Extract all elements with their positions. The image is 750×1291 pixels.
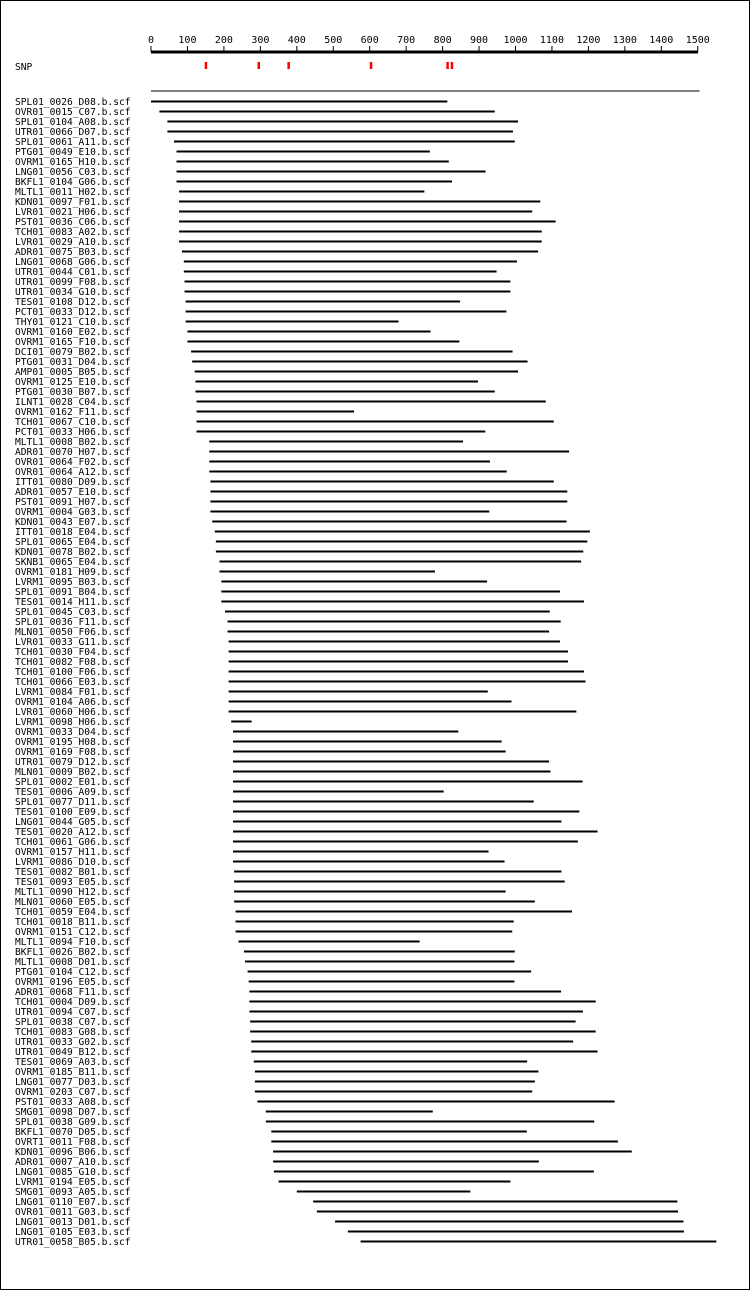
read-label: PST01_0036_C06.b.scf bbox=[15, 217, 131, 228]
read-label: LVR01_0029_A10.b.scf bbox=[15, 237, 131, 248]
read-label: TES01_0100_E09.b.scf bbox=[15, 807, 131, 818]
read-label: TES01_0006_A09.b.scf bbox=[15, 787, 131, 798]
read-label: KDN01_0097_F01.b.scf bbox=[15, 197, 131, 208]
read-label: UTR01_0094_C07.b.scf bbox=[15, 1007, 131, 1018]
read-label: OVRM1_0160_E02.b.scf bbox=[15, 327, 131, 338]
read-label: ILNT1_0028_C04.b.scf bbox=[15, 397, 131, 408]
read-label: PST01_0033_A08.b.scf bbox=[15, 1097, 131, 1108]
read-label: OVRM1_0169_F08.b.scf bbox=[15, 747, 131, 758]
read-label: LNG01_0077_D03.b.scf bbox=[15, 1077, 131, 1088]
read-label: UTR01_0058_B05.b.scf bbox=[15, 1237, 131, 1248]
read-label: SPL01_0002_E01.b.scf bbox=[15, 777, 131, 788]
read-label: UTR01_0066_D07.b.scf bbox=[15, 127, 131, 138]
axis-tick-label: 100 bbox=[178, 35, 197, 46]
read-label: SPL01_0038_G09.b.scf bbox=[15, 1117, 131, 1128]
read-label: LVR01_0033_G11.b.scf bbox=[15, 637, 131, 648]
read-label: TCH01_0082_F08.b.scf bbox=[15, 657, 131, 668]
read-label: ADR01_0070_H07.b.scf bbox=[15, 447, 131, 458]
read-label: OVR01_0015_C07.b.scf bbox=[15, 107, 131, 118]
read-label: TES01_0108_D12.b.scf bbox=[15, 297, 131, 308]
read-label: BKFL1_0026_B02.b.scf bbox=[15, 947, 131, 958]
read-label: PCT01_0033_H06.b.scf bbox=[15, 427, 131, 438]
read-label: OVRM1_0151_C12.b.scf bbox=[15, 927, 131, 938]
read-label: LNG01_0056_C03.b.scf bbox=[15, 167, 131, 178]
read-label: DCI01_0079_B02.b.scf bbox=[15, 347, 131, 358]
read-label: OVRM1_0004_G03.b.scf bbox=[15, 507, 131, 518]
read-label: OVRM1_0157_H11.b.scf bbox=[15, 847, 131, 858]
axis-tick-label: 800 bbox=[433, 35, 452, 46]
read-label: SPL01_0026_D08.b.scf bbox=[15, 97, 131, 108]
read-label: PTG01_0031_D04.b.scf bbox=[15, 357, 131, 368]
axis-tick-label: 900 bbox=[470, 35, 489, 46]
read-label: OVRM1_0125_E10.b.scf bbox=[15, 377, 131, 388]
read-label: TES01_0082_B01.b.scf bbox=[15, 867, 131, 878]
read-label: THY01_0121_C10.b.scf bbox=[15, 317, 131, 328]
snp-marker bbox=[370, 62, 373, 69]
read-label: ITT01_0018_E04.b.scf bbox=[15, 527, 131, 538]
read-label: UTR01_0034_G10.b.scf bbox=[15, 287, 131, 298]
read-label: MLTL1_0008_D01.b.scf bbox=[15, 957, 131, 968]
read-label: OVR01_0064_A12.b.scf bbox=[15, 467, 131, 478]
read-label: KDN01_0096_B06.b.scf bbox=[15, 1147, 131, 1158]
read-label: OVRM1_0185_B11.b.scf bbox=[15, 1067, 131, 1078]
read-label: OVR01_0064_F02.b.scf bbox=[15, 457, 131, 468]
read-label: TES01_0069_A03.b.scf bbox=[15, 1057, 131, 1068]
axis-tick-label: 500 bbox=[324, 35, 343, 46]
snp-marker bbox=[205, 62, 208, 69]
read-label: MLTL1_0008_B02.b.scf bbox=[15, 437, 131, 448]
read-label: AMP01_0005_B05.b.scf bbox=[15, 367, 131, 378]
axis-tick-label: 1000 bbox=[503, 35, 528, 46]
read-label: SKNB1_0065_E04.b.scf bbox=[15, 557, 131, 568]
read-label: ADR01_0075_B03.b.scf bbox=[15, 247, 131, 258]
read-label: TCH01_0066_E03.b.scf bbox=[15, 677, 131, 688]
read-label: MLN01_0060_E05.b.scf bbox=[15, 897, 131, 908]
read-label: TCH01_0004_D09.b.scf bbox=[15, 997, 131, 1008]
read-label: PCT01_0033_D12.b.scf bbox=[15, 307, 131, 318]
read-label: LVRM1_0086_D10.b.scf bbox=[15, 857, 131, 868]
read-label: OVR01_0011_G03.b.scf bbox=[15, 1207, 131, 1218]
read-label: PTG01_0030_B07.b.scf bbox=[15, 387, 131, 398]
axis-tick-label: 0 bbox=[147, 35, 155, 46]
axis-tick-label: 1500 bbox=[685, 35, 710, 46]
axis-tick-label: 1200 bbox=[576, 35, 601, 46]
read-label: UTR01_0033_G02.b.scf bbox=[15, 1037, 131, 1048]
axis-tick-label: 600 bbox=[360, 35, 379, 46]
read-label: TES01_0020_A12.b.scf bbox=[15, 827, 131, 838]
read-label: OVRM1_0104_A06.b.scf bbox=[15, 697, 131, 708]
read-label: SPL01_0038_C07.b.scf bbox=[15, 1017, 131, 1028]
read-label: OVRM1_0033_D04.b.scf bbox=[15, 727, 131, 738]
read-label: UTR01_0049_B12.b.scf bbox=[15, 1047, 131, 1058]
read-label: OVRM1_0165_F10.b.scf bbox=[15, 337, 131, 348]
read-label: LNG01_0068_G06.b.scf bbox=[15, 257, 131, 268]
read-label: SPL01_0061_A11.b.scf bbox=[15, 137, 131, 148]
read-label: SPL01_0077_D11.b.scf bbox=[15, 797, 131, 808]
read-label: LNG01_0044_G05.b.scf bbox=[15, 817, 131, 828]
read-label: LVRM1_0098_H06.b.scf bbox=[15, 717, 131, 728]
read-label: MLN01_0009_B02.b.scf bbox=[15, 767, 131, 778]
read-label: TES01_0093_E05.b.scf bbox=[15, 877, 131, 888]
read-label: OVRT1_0011_F08.b.scf bbox=[15, 1137, 131, 1148]
read-label: SPL01_0091_B04.b.scf bbox=[15, 587, 131, 598]
read-label: TCH01_0018_B11.b.scf bbox=[15, 917, 131, 928]
snp-marker bbox=[446, 62, 449, 69]
axis-tick-labels bbox=[148, 35, 710, 46]
read-label: LNG01_0105_E03.b.scf bbox=[15, 1227, 131, 1238]
read-label: TES01_0014_H11.b.scf bbox=[15, 597, 131, 608]
read-label: PST01_0091_H07.b.scf bbox=[15, 497, 131, 508]
read-label: KDN01_0078_B02.b.scf bbox=[15, 547, 131, 558]
read-label: LVRM1_0194_E05.b.scf bbox=[15, 1177, 131, 1188]
axis-tick-label: 400 bbox=[287, 35, 306, 46]
read-label: LVRM1_0095_B03.b.scf bbox=[15, 577, 131, 588]
read-label: BKFL1_0104_G06.b.scf bbox=[15, 177, 131, 188]
axis-tick-label: 1400 bbox=[649, 35, 674, 46]
axis-tick-label: 200 bbox=[214, 35, 233, 46]
read-label: MLTL1_0011_H02.b.scf bbox=[15, 187, 131, 198]
read-label: SPL01_0104_A08.b.scf bbox=[15, 117, 131, 128]
read-labels bbox=[15, 97, 131, 1248]
coordinate-axis bbox=[148, 35, 710, 52]
axis-tick-label: 700 bbox=[397, 35, 416, 46]
read-label: LVR01_0021_H06.b.scf bbox=[15, 207, 131, 218]
read-label: TCH01_0083_A02.b.scf bbox=[15, 227, 131, 238]
read-label: LNG01_0110_E07.b.scf bbox=[15, 1197, 131, 1208]
read-label: MLN01_0050_F06.b.scf bbox=[15, 627, 131, 638]
read-label: TCH01_0061_G06.b.scf bbox=[15, 837, 131, 848]
read-label: BKFL1_0070_D05.b.scf bbox=[15, 1127, 131, 1138]
read-label: LNG01_0013_D01.b.scf bbox=[15, 1217, 131, 1228]
read-label: MLTL1_0090_H12.b.scf bbox=[15, 887, 131, 898]
read-label: LVR01_0060_H06.b.scf bbox=[15, 707, 131, 718]
read-label: OVRM1_0165_H10.b.scf bbox=[15, 157, 131, 168]
read-label: OVRM1_0203_C07.b.scf bbox=[15, 1087, 131, 1098]
read-label: LVRM1_0084_F01.b.scf bbox=[15, 687, 131, 698]
read-label: SMG01_0098_D07.b.scf bbox=[15, 1107, 131, 1118]
read-label: UTR01_0044_C01.b.scf bbox=[15, 267, 131, 278]
snp-marker bbox=[287, 62, 290, 69]
snp-markers bbox=[205, 62, 454, 69]
read-label: LNG01_0085_G10.b.scf bbox=[15, 1167, 131, 1178]
read-bars bbox=[151, 102, 716, 1242]
read-label: PTG01_0049_E10.b.scf bbox=[15, 147, 131, 158]
read-label: UTR01_0079_D12.b.scf bbox=[15, 757, 131, 768]
axis-tick-label: 1100 bbox=[539, 35, 564, 46]
snp-marker bbox=[451, 62, 454, 69]
read-label: OVRM1_0162_F11.b.scf bbox=[15, 407, 131, 418]
read-label: ADR01_0068_F11.b.scf bbox=[15, 987, 131, 998]
read-label: SPL01_0036_F11.b.scf bbox=[15, 617, 131, 628]
read-label: SPL01_0045_C03.b.scf bbox=[15, 607, 131, 618]
read-label: SMG01_0093_A05.b.scf bbox=[15, 1187, 131, 1198]
read-label: TCH01_0059_E04.b.scf bbox=[15, 907, 131, 918]
read-label: MLTL1_0094_F10.b.scf bbox=[15, 937, 131, 948]
axis-tick-label: 300 bbox=[251, 35, 270, 46]
read-label: OVRM1_0196_E05.b.scf bbox=[15, 977, 131, 988]
read-label: UTR01_0099_F08.b.scf bbox=[15, 277, 131, 288]
read-label: SPL01_0065_E04.b.scf bbox=[15, 537, 131, 548]
axis-tick-label: 1300 bbox=[612, 35, 637, 46]
read-label: ADR01_0007_A10.b.scf bbox=[15, 1157, 131, 1168]
read-label: TCH01_0083_G08.b.scf bbox=[15, 1027, 131, 1038]
snp-marker bbox=[258, 62, 261, 69]
read-label: KDN01_0043_E07.b.scf bbox=[15, 517, 131, 528]
read-label: TCH01_0067_C10.b.scf bbox=[15, 417, 131, 428]
read-label: TCH01_0030_F04.b.scf bbox=[15, 647, 131, 658]
read-label: TCH01_0100_F06.b.scf bbox=[15, 667, 131, 678]
snp-track-label: SNP bbox=[15, 62, 33, 73]
read-label: PTG01_0104_C12.b.scf bbox=[15, 967, 131, 978]
read-label: OVRM1_0195_H08.b.scf bbox=[15, 737, 131, 748]
read-label: ITT01_0080_D09.b.scf bbox=[15, 477, 131, 488]
read-label: OVRM1_0181_H09.b.scf bbox=[15, 567, 131, 578]
read-alignment-diagram bbox=[1, 1, 750, 1291]
read-label: ADR01_0057_E10.b.scf bbox=[15, 487, 131, 498]
